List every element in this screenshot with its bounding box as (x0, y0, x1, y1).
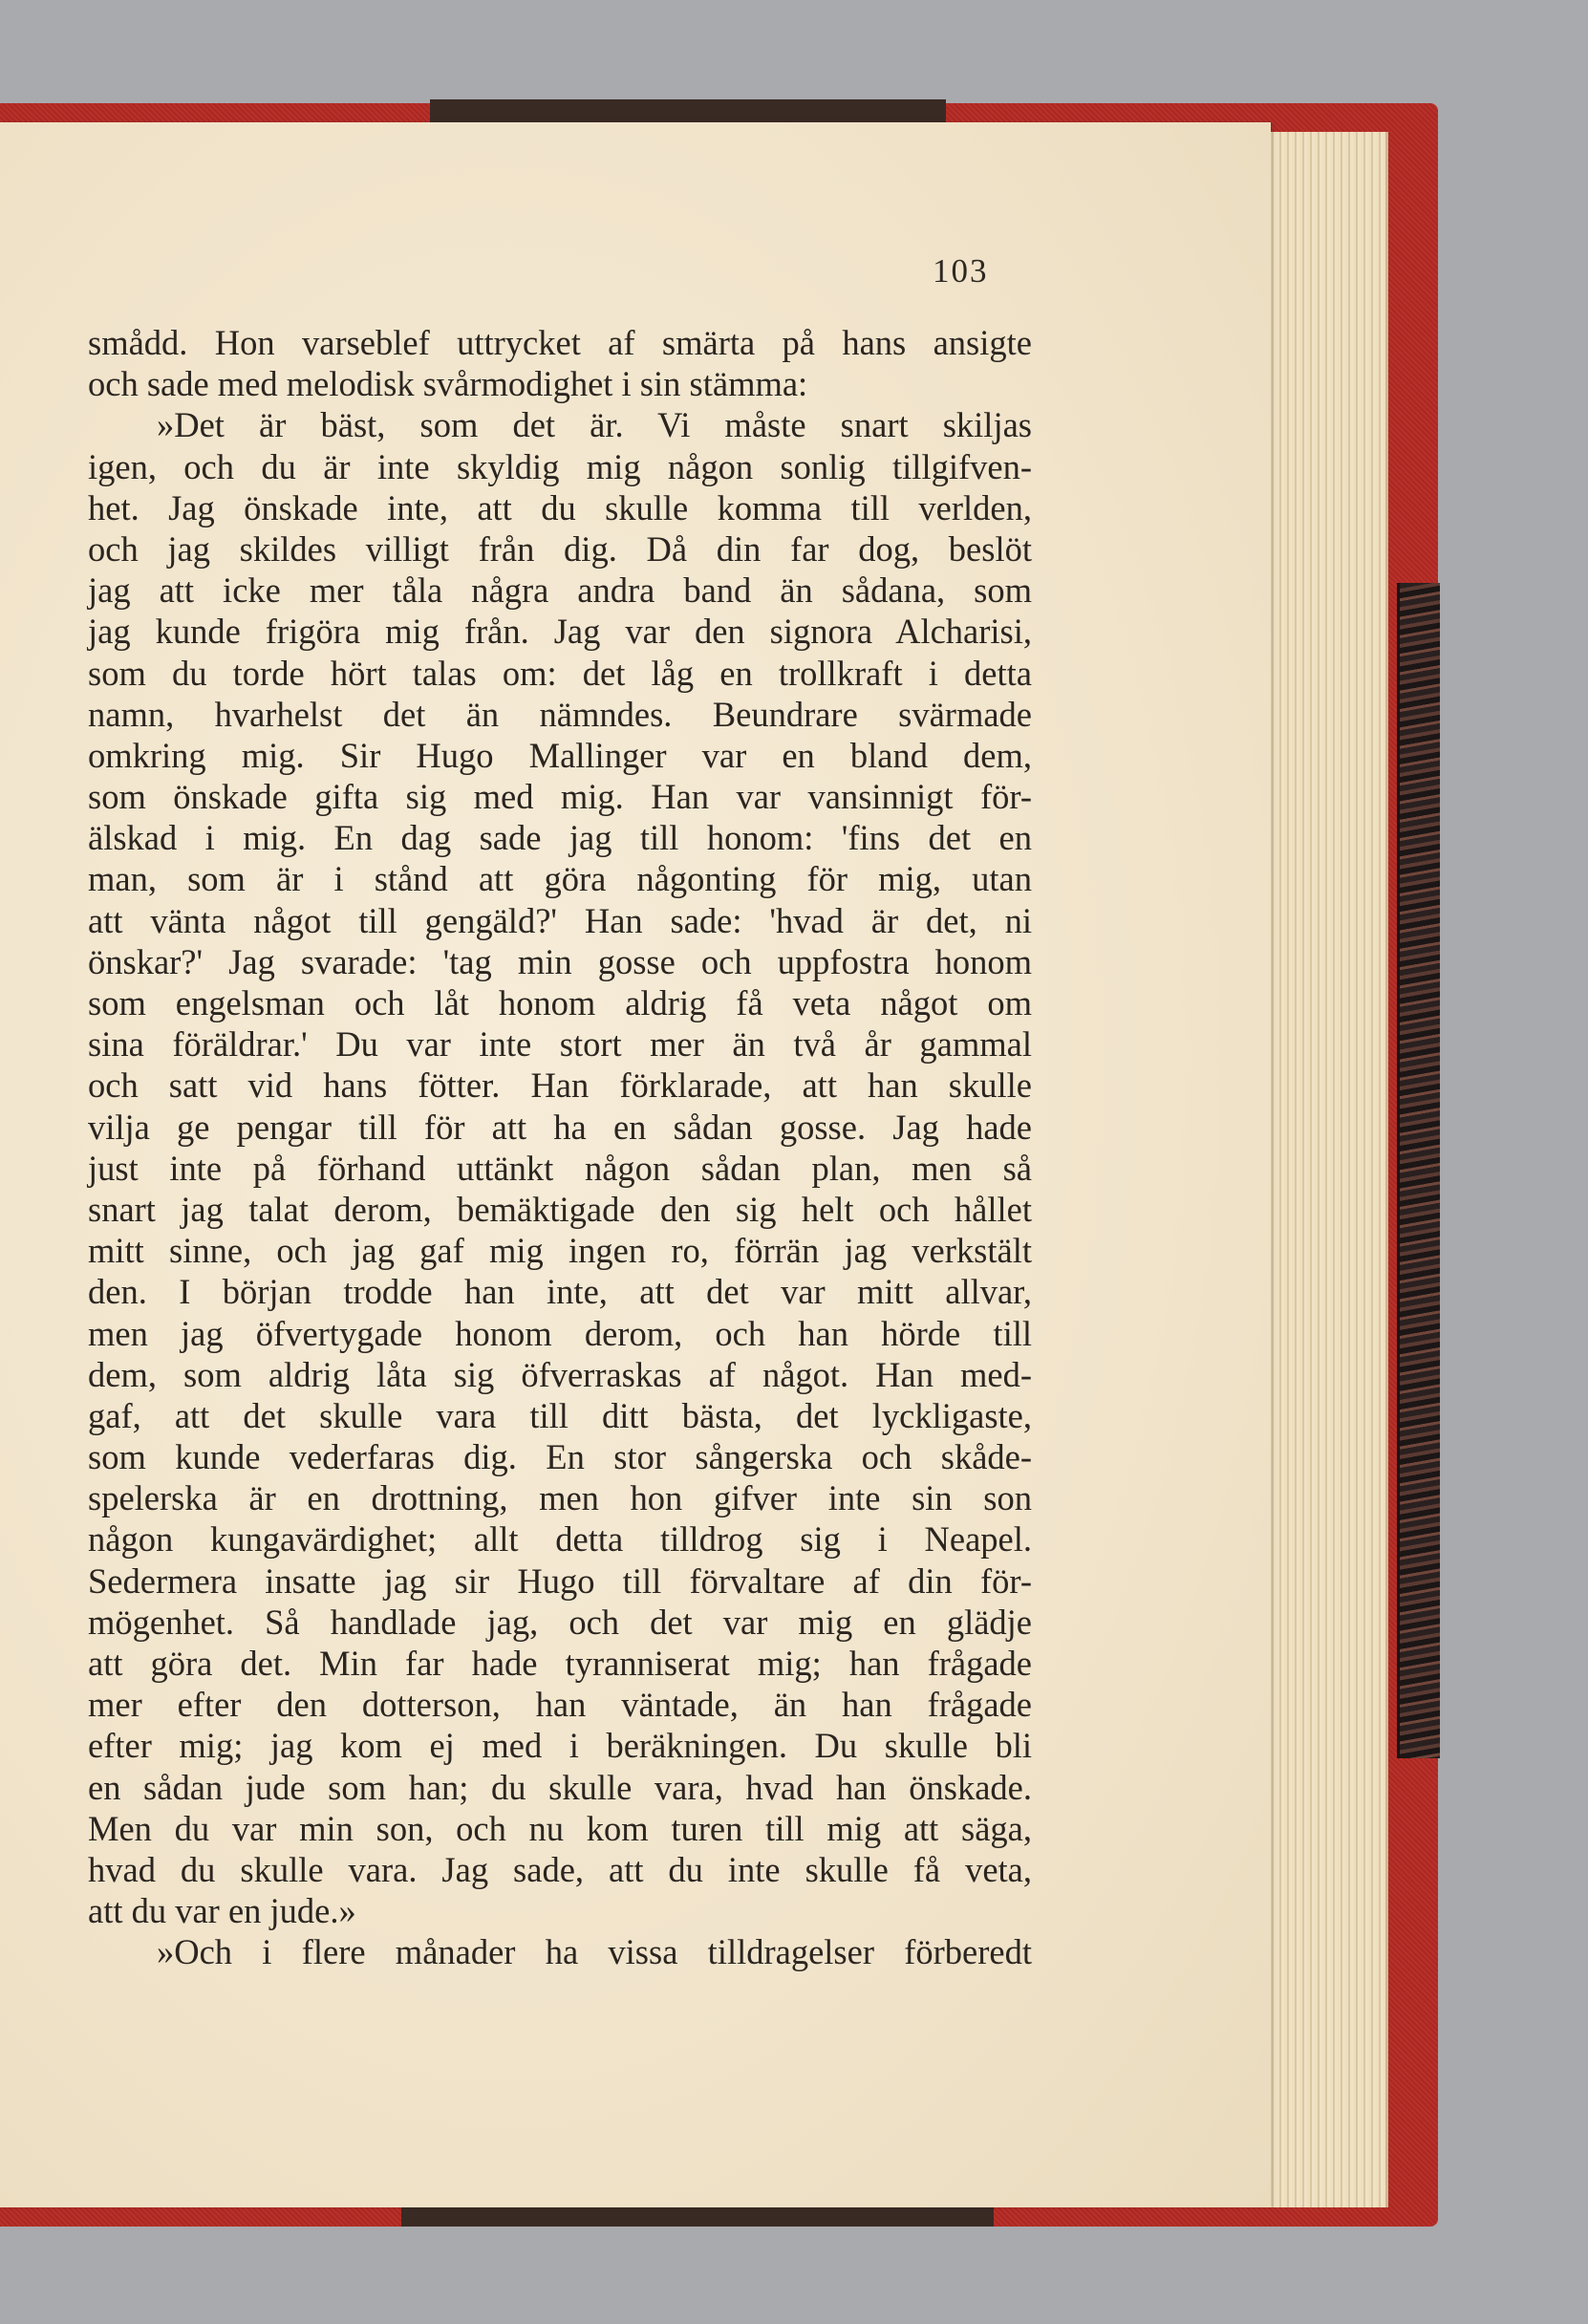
text-line: man, som är i stånd att göra någonting för mig, utan (88, 859, 1032, 899)
text-line: som du torde hört talas om: det låg en trollkraft i detta (88, 653, 1032, 693)
text-line: sina föräldrar.' Du var inte stort mer än två år gammal (88, 1024, 1032, 1065)
body-text (88, 322, 1032, 1973)
text-line: jag kunde frigöra mig från. Jag var den signora Alcharisi, (88, 612, 1032, 652)
text-line: att vänta något till gengäld?' Han sade: 'hvad är det, ni (88, 900, 1032, 940)
text-line: omkring mig. Sir Hugo Mallinger var en bland dem, (88, 735, 1032, 775)
text-line: gaf, att det skulle vara till ditt bästa, det lyckligaste, (88, 1395, 1032, 1435)
page-edges (1261, 132, 1388, 2207)
text-line: vilja ge pengar till för att ha en sådan gosse. Jag hade (88, 1107, 1032, 1147)
text-line: jag att icke mer tåla några andra band än sådana, som (88, 570, 1032, 611)
text-line: mitt sinne, och jag gaf mig ingen ro, förrän jag verkstält (88, 1231, 1032, 1271)
text-line: någon kungavärdighet; allt detta tilldrog sig i Neapel. (88, 1519, 1032, 1560)
text-line: önskar?' Jag svarade: 'tag min gosse och uppfostra honom (88, 941, 1032, 981)
text-line: att göra det. Min far hade tyranniserat mig; han frågade (88, 1644, 1032, 1683)
text-line: men jag öfvertygade honom derom, och han hörde till (88, 1313, 1032, 1353)
text-line: Sedermera insatte jag sir Hugo till förvaltare af din för- (88, 1560, 1032, 1601)
text-line: och sade med melodisk svårmodighet i sin stämma: (88, 364, 808, 404)
text-line: hvad du skulle vara. Jag sade, att du inte skulle få veta, (88, 1849, 1032, 1889)
text-line: »Och i flere månader ha vissa tilldragelser förberedt (157, 1932, 1032, 1972)
text-line: som önskade gifta sig med mig. Han var vansinnigt för- (88, 777, 1032, 817)
text-line: den. I början trodde han inte, att det var mitt allvar, (88, 1272, 1032, 1312)
text-line: älskad i mig. En dag sade jag till honom: 'fins det en (88, 818, 1032, 858)
text-line: att du var en jude.» (88, 1891, 356, 1931)
text-line: mer efter den dotterson, han väntade, än han frågade (88, 1685, 1032, 1725)
page-number: 103 (933, 252, 989, 290)
text-line: och satt vid hans fötter. Han förklarade, att han skulle (88, 1065, 1032, 1106)
text-line: och jag skildes villigt från dig. Då din far dog, beslöt (88, 528, 1032, 569)
text-line: igen, och du är inte skyldig mig någon sonlig tillgifven- (88, 446, 1032, 486)
text-line: Men du var min son, och nu kom turen till mig att säga, (88, 1808, 1032, 1848)
text-line: en sådan jude som han; du skulle vara, hvad han önskade. (88, 1767, 1032, 1807)
marbled-endpaper-edge (1397, 583, 1440, 1758)
text-line: smådd. Hon varseblef uttrycket af smärta på hans ansigte (88, 323, 1032, 362)
text-line: efter mig; jag kom ej med i beräkningen. Du skulle bli (88, 1726, 1032, 1766)
text-line: mögenhet. Så handlade jag, och det var mig en glädje (88, 1602, 1032, 1642)
text-line: som kunde vederfaras dig. En stor sångerska och skåde- (88, 1437, 1032, 1477)
text-line: som engelsman och låt honom aldrig få veta något om (88, 983, 1032, 1022)
text-line: snart jag talat derom, bemäktigade den sig helt och hållet (88, 1189, 1032, 1229)
text-line: spelerska är en drottning, men hon gifver inte sin son (88, 1478, 1032, 1518)
text-line: dem, som aldrig låta sig öfverraskas af något. Han med- (88, 1354, 1032, 1394)
text-line: het. Jag önskade inte, att du skulle komma till verlden, (88, 487, 1032, 527)
text-line: namn, hvarhelst det än nämndes. Beundrare svärmade (88, 694, 1032, 734)
text-line: »Det är bäst, som det är. Vi måste snart skiljas (157, 405, 1032, 445)
text-line: just inte på förhand uttänkt någon sådan plan, men så (88, 1148, 1032, 1188)
